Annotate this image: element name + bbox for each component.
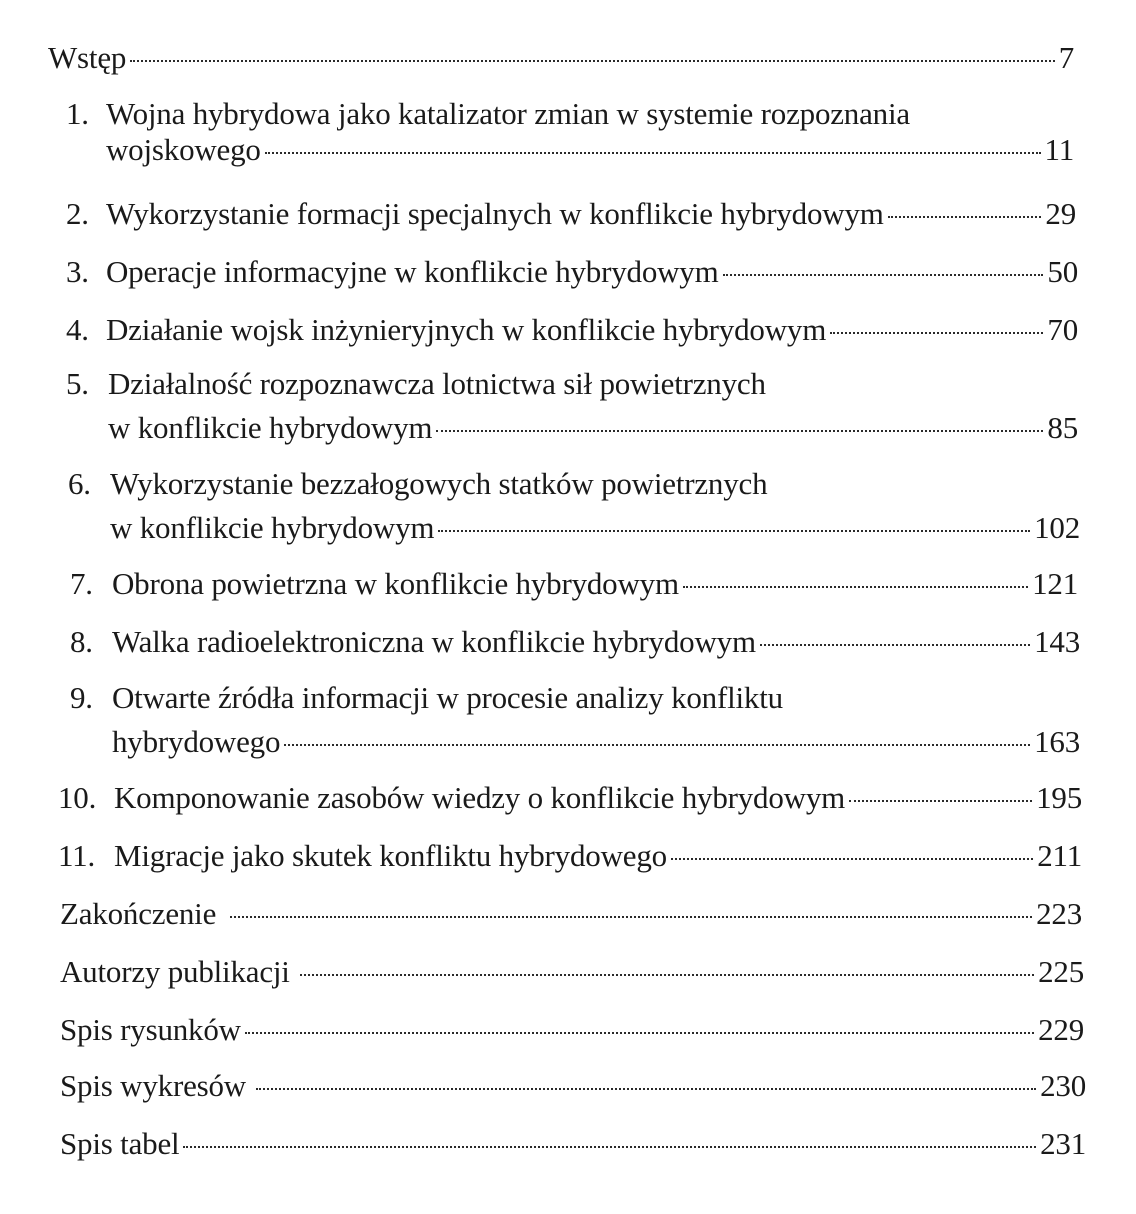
dot-leader	[683, 586, 1028, 588]
toc-entry-chapter-5[interactable]	[66, 366, 1078, 446]
dot-leader	[284, 744, 1030, 746]
toc-entry-page: 229	[1038, 1012, 1084, 1047]
toc-entry-chapter-7[interactable]	[70, 566, 1078, 602]
dot-leader	[830, 332, 1043, 334]
toc-entry-chapter-2[interactable]	[66, 196, 1076, 232]
dot-leader	[265, 152, 1041, 154]
toc-entry-number: 2.	[66, 196, 89, 231]
dot-leader	[888, 216, 1042, 218]
toc-entry-number: 1.	[66, 96, 89, 131]
toc-entry-page: 225	[1038, 954, 1084, 989]
toc-entry-page: 231	[1040, 1126, 1086, 1161]
toc-entry-chapter-1[interactable]	[66, 96, 1074, 168]
toc-entry-title: Działanie wojsk inżynieryjnych w konflikcie hybrydowym	[106, 312, 827, 347]
toc-entry-conclusion[interactable]	[60, 896, 1082, 932]
toc-entry-title: Wykorzystanie formacji specjalnych w konflikcie hybrydowym	[106, 196, 884, 231]
toc-entry-title: Zakończenie	[60, 896, 217, 931]
toc-entry-page: 163	[1034, 724, 1080, 759]
toc-entry-page: 143	[1034, 624, 1080, 659]
toc-entry-title: w konflikcie hybrydowym	[110, 510, 435, 545]
dot-leader	[438, 530, 1030, 532]
toc-entry-title: Spis wykresów	[60, 1068, 246, 1103]
dot-leader	[671, 858, 1033, 860]
toc-entry-number: 4.	[66, 312, 89, 347]
toc-entry-page: 102	[1034, 510, 1080, 545]
toc-entry-page: 121	[1032, 566, 1078, 601]
toc-entry-title: Walka radioelektroniczna w konflikcie hybrydowym	[112, 624, 756, 659]
toc-entry-title: Operacje informacyjne w konflikcie hybrydowym	[106, 254, 719, 289]
dot-leader	[256, 1088, 1036, 1090]
toc-entry-chapter-10[interactable]	[58, 780, 1082, 816]
toc-entry-chapter-3[interactable]	[66, 254, 1078, 290]
toc-entry-authors[interactable]	[60, 954, 1084, 990]
toc-entry-page: 223	[1036, 896, 1082, 931]
toc-entry-title: Komponowanie zasobów wiedzy o konflikcie hybrydowym	[114, 780, 846, 815]
toc-entry-list-of-graphs[interactable]	[60, 1068, 1086, 1104]
toc-entry-list-of-figures[interactable]	[60, 1012, 1084, 1048]
toc-entry-page: 85	[1047, 410, 1078, 445]
toc-entry-page: 7	[1058, 40, 1074, 75]
dot-leader	[849, 800, 1032, 802]
toc-entry-number: 8.	[70, 624, 93, 659]
toc-entry-list-of-tables[interactable]	[60, 1126, 1086, 1162]
toc-entry-chapter-11[interactable]	[58, 838, 1082, 874]
toc-entry-page: 195	[1036, 780, 1082, 815]
toc-entry-title: hybrydowego	[112, 724, 281, 759]
toc-entry-number: 10.	[58, 780, 97, 815]
toc-entry-chapter-8[interactable]	[70, 624, 1080, 660]
toc-entry-page: 50	[1047, 254, 1078, 289]
dot-leader	[760, 644, 1030, 646]
toc-entry-title: w konflikcie hybrydowym	[108, 410, 433, 445]
toc-entry-number: 6.	[68, 466, 91, 501]
dot-leader	[230, 916, 1032, 918]
toc-entry-title-line1: Wojna hybrydowa jako katalizator zmian w systemie rozpoznania	[106, 96, 910, 131]
dot-leader	[245, 1032, 1034, 1034]
toc-entry-title: wojskowego	[106, 132, 261, 167]
toc-entry-title-line1: Działalność rozpoznawcza lotnictwa sił powietrznych	[108, 366, 766, 401]
toc-entry-chapter-9[interactable]	[70, 680, 1080, 760]
toc-entry-title: Obrona powietrzna w konflikcie hybrydowym	[112, 566, 679, 601]
toc-entry-title: Spis tabel	[60, 1126, 180, 1161]
toc-entry-chapter-6[interactable]	[68, 466, 1080, 546]
toc-entry-title: Wstęp	[48, 40, 127, 75]
toc-entry-page: 211	[1037, 838, 1082, 873]
dot-leader	[130, 60, 1054, 62]
toc-entry-chapter-4[interactable]	[66, 312, 1078, 348]
toc-entry-number: 9.	[70, 680, 93, 715]
toc-entry-number: 11.	[58, 838, 95, 873]
toc-entry-title: Migracje jako skutek konfliktu hybrydowego	[114, 838, 667, 873]
toc-entry-page: 230	[1040, 1068, 1086, 1103]
toc-entry-number: 7.	[70, 566, 93, 601]
toc-entry-title-line1: Wykorzystanie bezzałogowych statków powietrznych	[110, 466, 768, 501]
toc-entry-page: 29	[1045, 196, 1076, 231]
toc-entry-page: 70	[1047, 312, 1078, 347]
dot-leader	[183, 1146, 1036, 1148]
dot-leader	[300, 974, 1034, 976]
toc-entry-number: 5.	[66, 366, 89, 401]
toc-entry-intro[interactable]	[48, 40, 1074, 76]
toc-entry-number: 3.	[66, 254, 89, 289]
toc-entry-page: 11	[1044, 132, 1074, 167]
toc-entry-title-line1: Otwarte źródła informacji w procesie analizy konfliktu	[112, 680, 783, 715]
dot-leader	[723, 274, 1044, 276]
dot-leader	[436, 430, 1043, 432]
toc-entry-title: Spis rysunków	[60, 1012, 241, 1047]
toc-entry-title: Autorzy publikacji	[60, 954, 290, 989]
